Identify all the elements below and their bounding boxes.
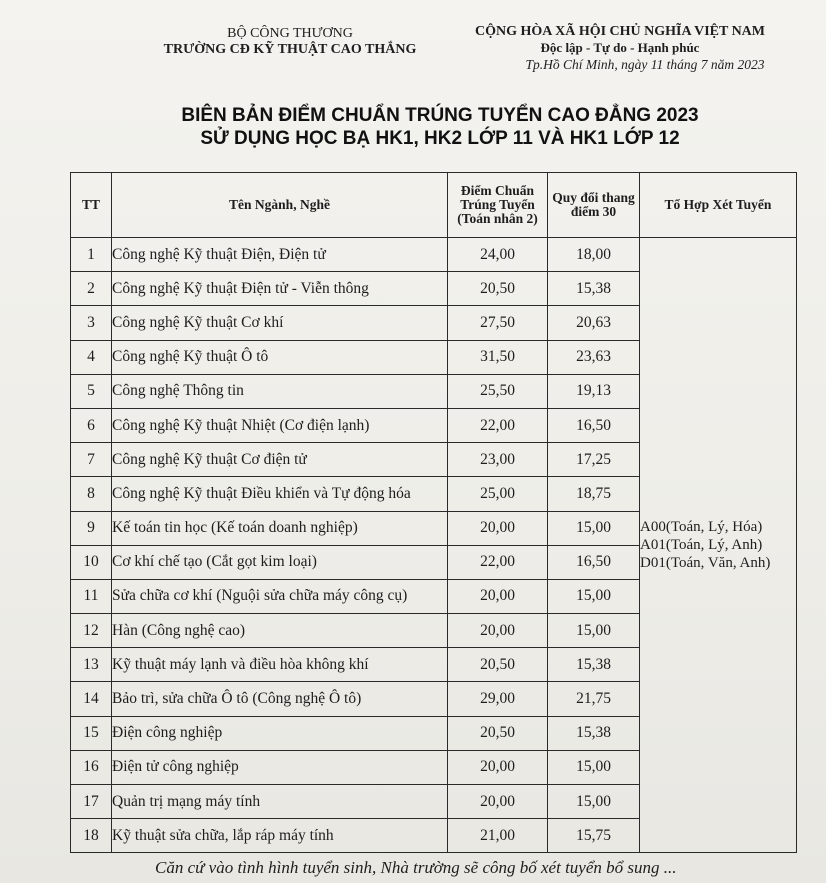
cutoff-score: 20,00: [448, 511, 548, 545]
converted-score: 15,75: [548, 819, 640, 853]
national-motto: Độc lập - Tự do - Hạnh phúc: [540, 40, 700, 55]
cutoff-score: 31,50: [448, 340, 548, 374]
document-title: [90, 104, 790, 150]
converted-score: 20,63: [548, 306, 640, 340]
footer-note: Căn cứ vào tình hình tuyển sinh, Nhà trường sẽ công bố xét tuyển bổ sung ...: [155, 858, 677, 877]
program-name: Kỹ thuật máy lạnh và điều hòa không khí: [112, 648, 448, 682]
converted-score: 21,75: [548, 682, 640, 716]
program-name: Điện tử công nghiệp: [112, 750, 448, 784]
converted-score: 15,38: [548, 648, 640, 682]
row-number: 8: [71, 477, 112, 511]
combination-line: A01(Toán, Lý, Anh): [640, 537, 763, 554]
converted-score: 15,38: [548, 716, 640, 750]
converted-score: 16,50: [548, 545, 640, 579]
program-name: Công nghệ Kỹ thuật Điện, Điện tử: [112, 238, 448, 272]
header-score: Điểm Chuẩn Trúng Tuyển (Toán nhân 2): [448, 173, 548, 238]
place-date: Tp.Hồ Chí Minh, ngày 11 tháng 7 năm 2023: [525, 57, 765, 72]
program-name: Công nghệ Kỹ thuật Điện tử - Viễn thông: [112, 272, 448, 306]
row-number: 6: [71, 408, 112, 442]
row-number: 10: [71, 545, 112, 579]
row-number: 11: [71, 579, 112, 613]
row-number: 14: [71, 682, 112, 716]
program-name: Công nghệ Kỹ thuật Cơ điện tử: [112, 443, 448, 477]
header-name: Tên Ngành, Nghề: [112, 173, 448, 238]
program-name: Kỹ thuật sửa chữa, lắp ráp máy tính: [112, 819, 448, 853]
converted-score: 15,00: [548, 579, 640, 613]
cutoff-score: 20,00: [448, 750, 548, 784]
row-number: 13: [71, 648, 112, 682]
row-number: 1: [71, 238, 112, 272]
title-line-2: SỬ DỤNG HỌC BẠ HK1, HK2 LỚP 11 VÀ HK1 LỚP 12: [200, 128, 680, 149]
cutoff-score: 23,00: [448, 443, 548, 477]
cutoff-score: 25,00: [448, 477, 548, 511]
cutoff-score: 21,00: [448, 819, 548, 853]
program-name: Quản trị mạng máy tính: [112, 785, 448, 819]
converted-score: 15,00: [548, 750, 640, 784]
converted-score: 15,38: [548, 272, 640, 306]
nation-name: CỘNG HÒA XÃ HỘI CHỦ NGHĨA VIỆT NAM: [474, 24, 765, 39]
program-name: Cơ khí chế tạo (Cắt gọt kim loại): [112, 545, 448, 579]
cutoff-score: 20,50: [448, 716, 548, 750]
converted-score: 23,63: [548, 340, 640, 374]
row-number: 16: [71, 750, 112, 784]
cutoff-score: 24,00: [448, 238, 548, 272]
table-header-row: [71, 173, 797, 238]
row-number: 17: [71, 785, 112, 819]
converted-score: 15,00: [548, 785, 640, 819]
cutoff-score: 27,50: [448, 306, 548, 340]
subject-combinations: [640, 238, 797, 853]
program-name: Hàn (Công nghệ cao): [112, 614, 448, 648]
cutoff-score: 20,50: [448, 648, 548, 682]
program-name: Công nghệ Thông tin: [112, 374, 448, 408]
converted-score: 18,00: [548, 238, 640, 272]
ministry-name: BỘ CÔNG THƯƠNG: [227, 26, 353, 41]
row-number: 18: [71, 819, 112, 853]
header-converted: Quy đổi thang điểm 30: [548, 173, 640, 238]
school-name: TRƯỜNG CĐ KỸ THUẬT CAO THẮNG: [163, 42, 417, 57]
cutoff-score: 20,50: [448, 272, 548, 306]
program-name: Công nghệ Kỹ thuật Điều khiển và Tự động hóa: [112, 477, 448, 511]
combination-line: A00(Toán, Lý, Hóa): [640, 519, 763, 536]
cutoff-score: 25,50: [448, 374, 548, 408]
program-name: Sửa chữa cơ khí (Nguội sửa chữa máy công cụ): [112, 579, 448, 613]
converted-score: 16,50: [548, 408, 640, 442]
cutoff-score: 29,00: [448, 682, 548, 716]
row-number: 2: [71, 272, 112, 306]
converted-score: 15,00: [548, 614, 640, 648]
program-name: Kế toán tin học (Kế toán doanh nghiệp): [112, 511, 448, 545]
cutoff-score: 20,00: [448, 614, 548, 648]
row-number: 15: [71, 716, 112, 750]
title-line-1: BIÊN BẢN ĐIỂM CHUẨN TRÚNG TUYỂN CAO ĐẲNG 2023: [181, 105, 699, 126]
program-name: Công nghệ Kỹ thuật Nhiệt (Cơ điện lạnh): [112, 408, 448, 442]
header-combo: Tổ Hợp Xét Tuyển: [640, 173, 797, 238]
program-name: Bảo trì, sửa chữa Ô tô (Công nghệ Ô tô): [112, 682, 448, 716]
admission-score-table: [70, 172, 797, 853]
converted-score: 19,13: [548, 374, 640, 408]
combination-line: D01(Toán, Văn, Anh): [640, 555, 771, 572]
converted-score: 18,75: [548, 477, 640, 511]
converted-score: 17,25: [548, 443, 640, 477]
cutoff-score: 22,00: [448, 408, 548, 442]
header-left: [150, 26, 430, 58]
converted-score: 15,00: [548, 511, 640, 545]
program-name: Điện công nghiệp: [112, 716, 448, 750]
row-number: 9: [71, 511, 112, 545]
cutoff-score: 20,00: [448, 579, 548, 613]
cutoff-score: 22,00: [448, 545, 548, 579]
row-number: 12: [71, 614, 112, 648]
header-tt: TT: [71, 173, 112, 238]
row-number: 5: [71, 374, 112, 408]
program-name: Công nghệ Kỹ thuật Ô tô: [112, 340, 448, 374]
row-number: 4: [71, 340, 112, 374]
cutoff-score: 20,00: [448, 785, 548, 819]
row-number: 3: [71, 306, 112, 340]
header-right: [455, 24, 785, 73]
row-number: 7: [71, 443, 112, 477]
table-row: [71, 238, 797, 272]
program-name: Công nghệ Kỹ thuật Cơ khí: [112, 306, 448, 340]
